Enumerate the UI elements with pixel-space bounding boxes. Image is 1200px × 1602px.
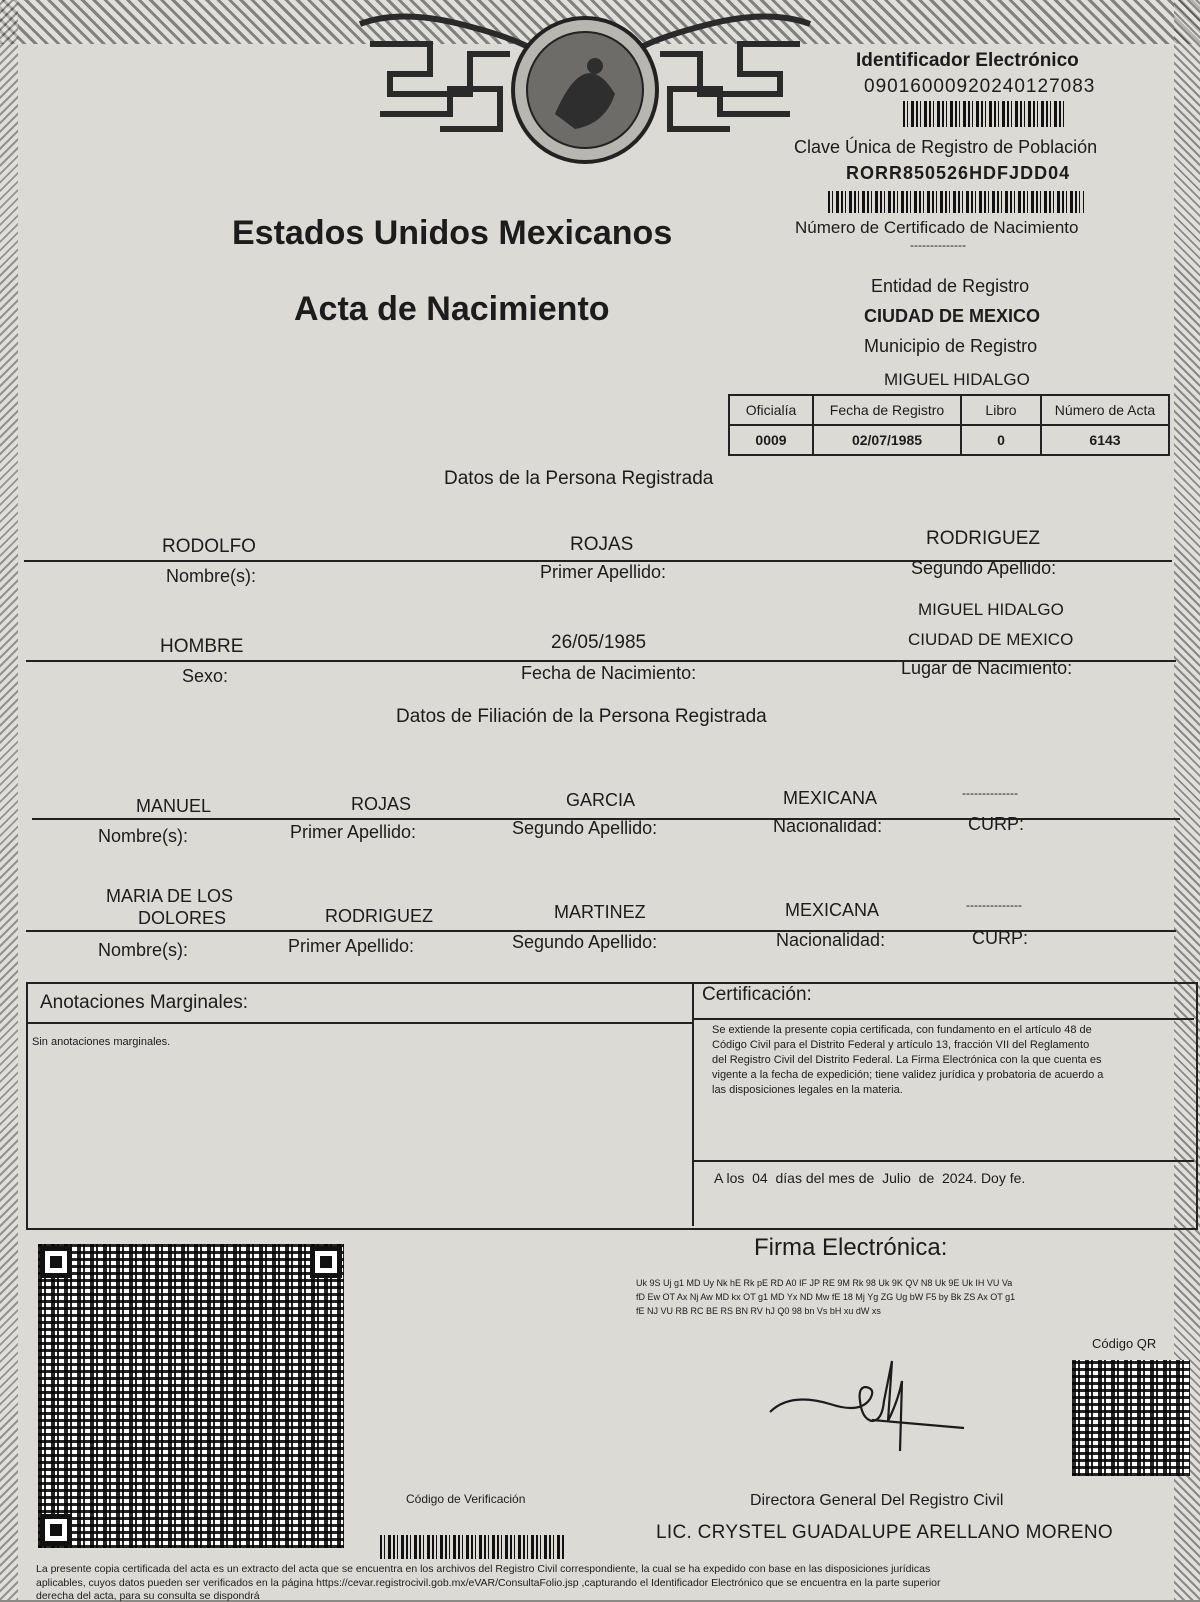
parent2-first-surname-label: Primer Apellido:: [288, 936, 415, 956]
sex-label: Sexo:: [182, 666, 229, 686]
small-qr-code: [1072, 1360, 1190, 1476]
second-surname-label: Segundo Apellido:: [911, 558, 1057, 578]
first-name-label: Nombre(s):: [166, 566, 257, 586]
country-title: Estados Unidos Mexicanos: [232, 214, 673, 252]
parent1-first-name-label: Nombre(s):: [98, 826, 189, 846]
parent2-first-name-line2: DOLORES: [138, 908, 227, 928]
parent2-curp-label: CURP:: [972, 928, 1029, 948]
birthplace-label: Lugar de Nacimiento:: [901, 658, 1073, 678]
birth-date-label: Fecha de Nacimiento:: [521, 663, 697, 683]
birth-date-value: 26/05/1985: [551, 632, 647, 653]
qr-code-label: Código QR: [1092, 1336, 1157, 1351]
footer-line1: La presente copia certificada del acta es un extracto del acta que se encuentra en los archivos del Registro Civil correspondiente, la cual se ha expedido con base en las disposiciones jurídicas: [36, 1563, 931, 1575]
registry-header-numero: Número de Acta: [1041, 395, 1169, 425]
parent2-curp-value: --------------: [966, 898, 1022, 912]
signature-hash-line1: Uk 9S Uj g1 MD Uy Nk hE Rk pE RD A0 IF JP RE 9M Rk 98 Uk 9K QV N8 Uk 9E Uk IH VU Va: [636, 1278, 1013, 1288]
parent2-second-surname-label: Segundo Apellido:: [512, 932, 658, 952]
first-surname-label: Primer Apellido:: [540, 562, 667, 582]
decorative-border-left: [0, 0, 18, 1600]
electronic-id-label: Identificador Electrónico: [856, 50, 1079, 71]
registry-header-oficialia: Oficialía: [729, 395, 813, 425]
registry-value-oficialia: 0009: [729, 425, 813, 455]
certification-date-line: A los 04 días del mes de Julio de 2024. Doy fe.: [714, 1170, 1026, 1186]
registered-section-title: Datos de la Persona Registrada: [444, 468, 714, 489]
signer-name: LIC. CRYSTEL GUADALUPE ARELLANO MORENO: [656, 1522, 1113, 1543]
parent1-second-surname-label: Segundo Apellido:: [512, 818, 658, 838]
certification-title: Certificación:: [702, 984, 812, 1005]
annotations-text: Sin anotaciones marginales.: [32, 1036, 171, 1048]
registry-value-numero: 6143: [1041, 425, 1169, 455]
sex-value: HOMBRE: [160, 636, 244, 657]
parent1-first-name: MANUEL: [136, 796, 212, 816]
national-emblem-icon: [350, 4, 820, 170]
parent2-first-surname: RODRIGUEZ: [325, 906, 433, 926]
curp-label: Clave Única de Registro de Población: [794, 137, 1098, 157]
verification-barcode: [380, 1535, 566, 1559]
qr-finder-pattern: [40, 1246, 72, 1278]
entidad-label: Entidad de Registro: [871, 276, 1030, 296]
parent1-first-surname: ROJAS: [351, 794, 412, 814]
signature-hash-line3: fE NJ VU RB RC BE RS BN RV hJ Q0 98 bn Vs bH xu dW xs: [636, 1306, 881, 1316]
parent2-second-surname: MARTINEZ: [554, 902, 646, 922]
signature-hash-line2: fD Ew OT Ax Nj Aw MD kx OT g1 MD Yx ND Mw fE 18 Mj Yg ZG Ug bW F5 by Bk ZS Ax OT g1: [636, 1292, 1016, 1302]
certification-text-line5: las disposiciones legales en la materia.: [712, 1084, 903, 1096]
parent1-nationality-label: Nacionalidad:: [773, 816, 883, 836]
electronic-id-value: 09016000920240127083: [864, 76, 1096, 97]
qr-finder-pattern: [40, 1514, 72, 1546]
handwritten-signature-icon: [760, 1350, 970, 1490]
municipio-value: MIGUEL HIDALGO: [884, 370, 1030, 389]
filiation-section-title: Datos de Filiación de la Persona Registrada: [396, 706, 767, 727]
certification-title-rule: [694, 1018, 1194, 1020]
registry-header-libro: Libro: [961, 395, 1041, 425]
certification-text-line2: Código Civil para el Distrito Federal y artículo 13, fracción VII del Reglamento: [712, 1039, 1090, 1051]
parent1-nationality: MEXICANA: [783, 788, 878, 808]
parent2-first-name-label: Nombre(s):: [98, 940, 189, 960]
parent1-curp-label: CURP:: [968, 814, 1025, 834]
annotations-title: Anotaciones Marginales:: [40, 992, 249, 1013]
footer-line2: aplicables, cuyos datos pueden ser verificados en la página https://cevar.registrocivil.gob.mx/eVAR/ConsultaFolio.jsp ,capturando el Identificador Electrónico que se encuentra en la parte superior: [36, 1577, 941, 1589]
parent1-curp-value: --------------: [962, 786, 1018, 800]
signer-title: Directora General Del Registro Civil: [750, 1492, 1004, 1509]
registry-value-libro: 0: [961, 425, 1041, 455]
certification-date-rule: [694, 1160, 1194, 1162]
electronic-signature-title: Firma Electrónica:: [754, 1234, 948, 1261]
electronic-id-barcode: [903, 101, 1067, 127]
second-surname-value: RODRIGUEZ: [926, 528, 1040, 549]
curp-barcode: [828, 191, 1084, 213]
footer-line3: derecha del acta, para su consulta se dispondrá: [36, 1590, 260, 1602]
birthplace-line2: CIUDAD DE MEXICO: [908, 630, 1074, 649]
curp-value: RORR850526HDFJDD04: [846, 163, 1071, 183]
certification-text-line4: vigente a la fecha de expedición; tiene validez jurídica y probatoria de acuerdo a: [712, 1069, 1104, 1081]
parent2-first-name-line1: MARIA DE LOS: [106, 886, 234, 906]
first-surname-value: ROJAS: [570, 534, 634, 555]
parent2-nationality: MEXICANA: [785, 900, 880, 920]
qr-finder-pattern: [310, 1246, 342, 1278]
large-qr-code: [38, 1244, 344, 1548]
parent2-nationality-label: Nacionalidad:: [776, 930, 886, 950]
first-name-value: RODOLFO: [162, 536, 256, 557]
birth-cert-number-label: Número de Certificado de Nacimiento: [795, 218, 1079, 237]
birth-cert-number-value: --------------: [910, 238, 966, 252]
municipio-label: Municipio de Registro: [864, 336, 1038, 356]
birthplace-line1: MIGUEL HIDALGO: [918, 600, 1064, 619]
registry-value-fecha: 02/07/1985: [813, 425, 961, 455]
annotations-title-rule: [28, 1022, 692, 1024]
certification-text-line3: del Registro Civil del Distrito Federal. La Firma Electrónica con la que cuenta es: [712, 1054, 1102, 1066]
verification-code-label: Código de Verificación: [406, 1492, 526, 1506]
registry-header-fecha: Fecha de Registro: [813, 395, 961, 425]
registry-table: [728, 394, 1170, 456]
certification-text-line1: Se extiende la presente copia certificada, con fundamento en el artículo 48 de: [712, 1024, 1092, 1036]
parent1-first-surname-label: Primer Apellido:: [290, 822, 417, 842]
entidad-value: CIUDAD DE MEXICO: [864, 306, 1041, 326]
document-title: Acta de Nacimiento: [294, 290, 610, 328]
parent1-second-surname: GARCIA: [566, 790, 636, 810]
